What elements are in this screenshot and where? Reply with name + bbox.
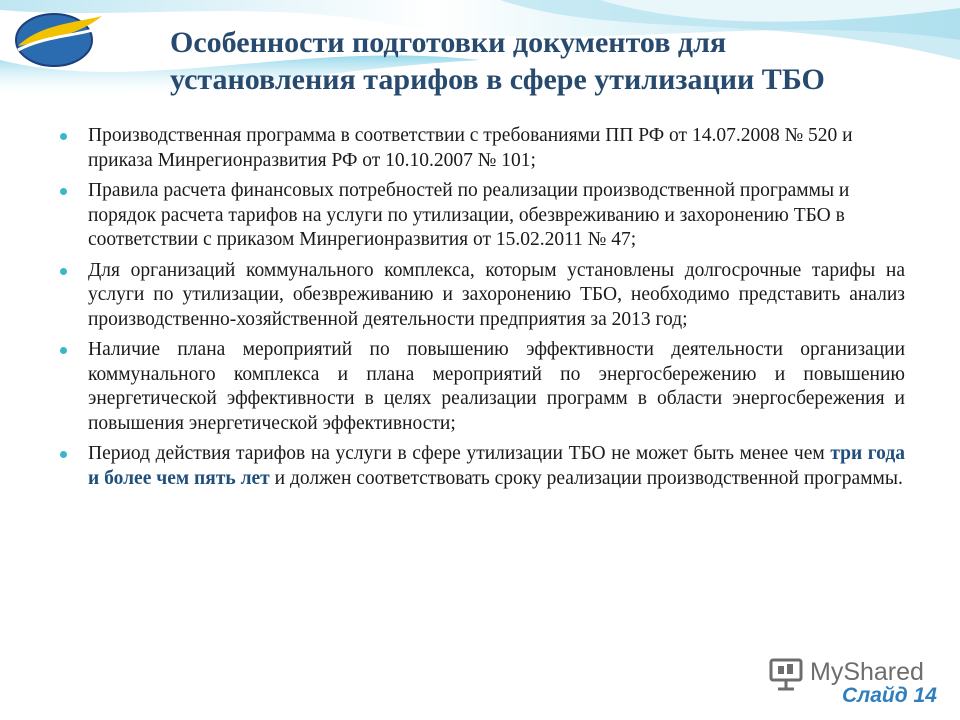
bullet-list [60,124,905,497]
bullet-text-after: и должен соответствовать сроку реализации производственной программы. [269,467,903,489]
bullet-icon [60,133,67,140]
list-item [60,179,905,253]
list-item [60,259,905,333]
bullet-text: Для организаций коммунального комплекса, которым установлены долгосрочные тарифы на услуги по утилизации, обезвреживанию и захоронению ТБО, необходимо представить анализ производственно-хозяйственной деятельности предприятия за 2013 год; [88,259,905,330]
highlighted-term: три года и более чем пять лет [88,443,905,489]
title-line-1: Особенности подготовки документов для [170,26,727,59]
bullet-icon [60,268,67,275]
bullet-icon [60,188,67,195]
list-item [60,338,905,436]
bullet-text: Производственная программа в соответствии с требованиями ПП РФ от 14.07.2008 № 520 и приказа Минрегионразвития РФ от 10.10.2007 № 101; [88,125,853,171]
bullet-text-before: Период действия тарифов на услуги в сфере утилизации ТБО не может быть менее чем [88,443,831,464]
bullet-text: Правила расчета финансовых потребностей по реализации производственной программы и порядок расчета тарифов на услуги по утилизации, обезвреживанию и захоронению ТБО в соответствии с приказом Минрегионразвития от 15.02.2011 № 47; [88,180,850,250]
bullet-text: Наличие плана мероприятий по повышению эффективности деятельности организации коммунального комплекса и плана мероприятий по энергосбережению и повышению энергетической эффективности в целях реализации программ в области энергосбережения и повышения энергетической эффективности; [88,339,905,434]
slide-title [170,24,930,98]
watermark [768,656,948,716]
bullet-icon [60,347,67,354]
bullet-icon [60,451,67,458]
list-item [60,124,905,173]
watermark-brand: MyShared [810,658,924,686]
list-item [60,442,905,491]
globe-logo [10,6,106,68]
presentation-monitor-icon [768,656,806,694]
slide-number: Слайд 14 [842,684,937,707]
title-line-2: установления тарифов в сфере утилизации ТБО [170,63,825,96]
